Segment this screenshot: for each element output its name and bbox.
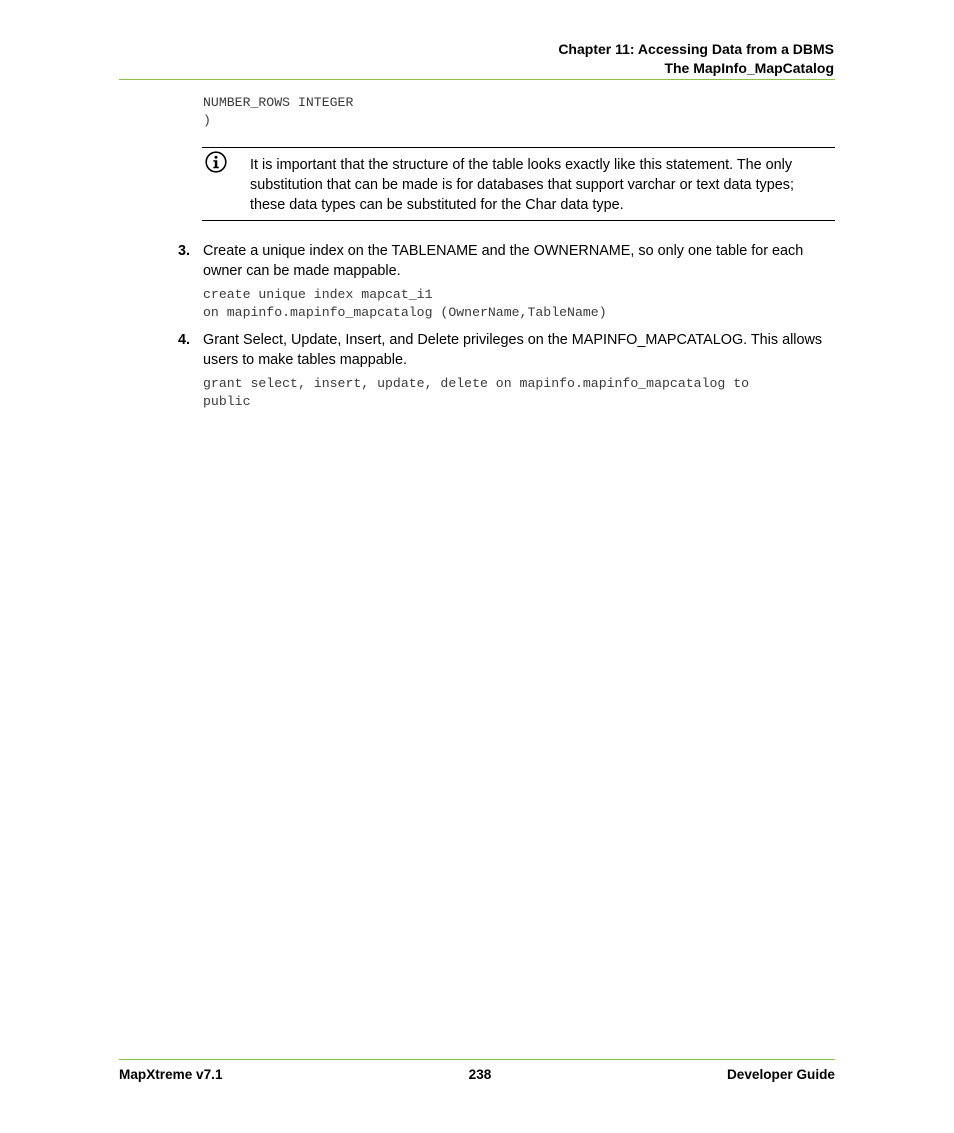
step-number: 4. bbox=[178, 332, 191, 348]
step-text: Grant Select, Update, Insert, and Delete privileges on the MAPINFO_MAPCATALOG. This allows users to make tables mappable. bbox=[203, 332, 823, 368]
info-icon bbox=[205, 151, 227, 173]
code-line: on mapinfo.mapinfo_mapcatalog (OwnerName,TableName) bbox=[203, 305, 607, 320]
chapter-title: Chapter 11: Accessing Data from a DBMS bbox=[558, 41, 834, 57]
section-title: The MapInfo_MapCatalog bbox=[664, 60, 834, 76]
footer-page-number: 238 bbox=[468, 1067, 492, 1082]
step-text: Create a unique index on the TABLENAME and the OWNERNAME, so only one table for each owner can be made mappable. bbox=[203, 243, 804, 279]
note-text: It is important that the structure of the table looks exactly like this statement. The only substitution that can be made is for databases that support varchar or text data types; these data types can be substituted for the Char data type. bbox=[250, 157, 794, 213]
header-rule bbox=[119, 79, 835, 80]
step-number: 3. bbox=[178, 243, 191, 259]
code-line: public bbox=[203, 394, 251, 409]
footer-product: MapXtreme v7.1 bbox=[119, 1067, 223, 1082]
footer-guide-title: Developer Guide bbox=[726, 1067, 835, 1082]
code-line: create unique index mapcat_i1 bbox=[203, 287, 433, 302]
page-header bbox=[558, 40, 834, 78]
code-block-top bbox=[203, 94, 353, 130]
note-box bbox=[202, 147, 835, 221]
code-block-step-4 bbox=[203, 375, 749, 411]
footer-rule bbox=[119, 1059, 835, 1060]
code-line: NUMBER_ROWS INTEGER bbox=[203, 95, 354, 110]
code-line: ) bbox=[203, 113, 211, 128]
code-line: grant select, insert, update, delete on mapinfo.mapinfo_mapcatalog to bbox=[203, 376, 750, 391]
code-block-step-3 bbox=[203, 286, 607, 322]
